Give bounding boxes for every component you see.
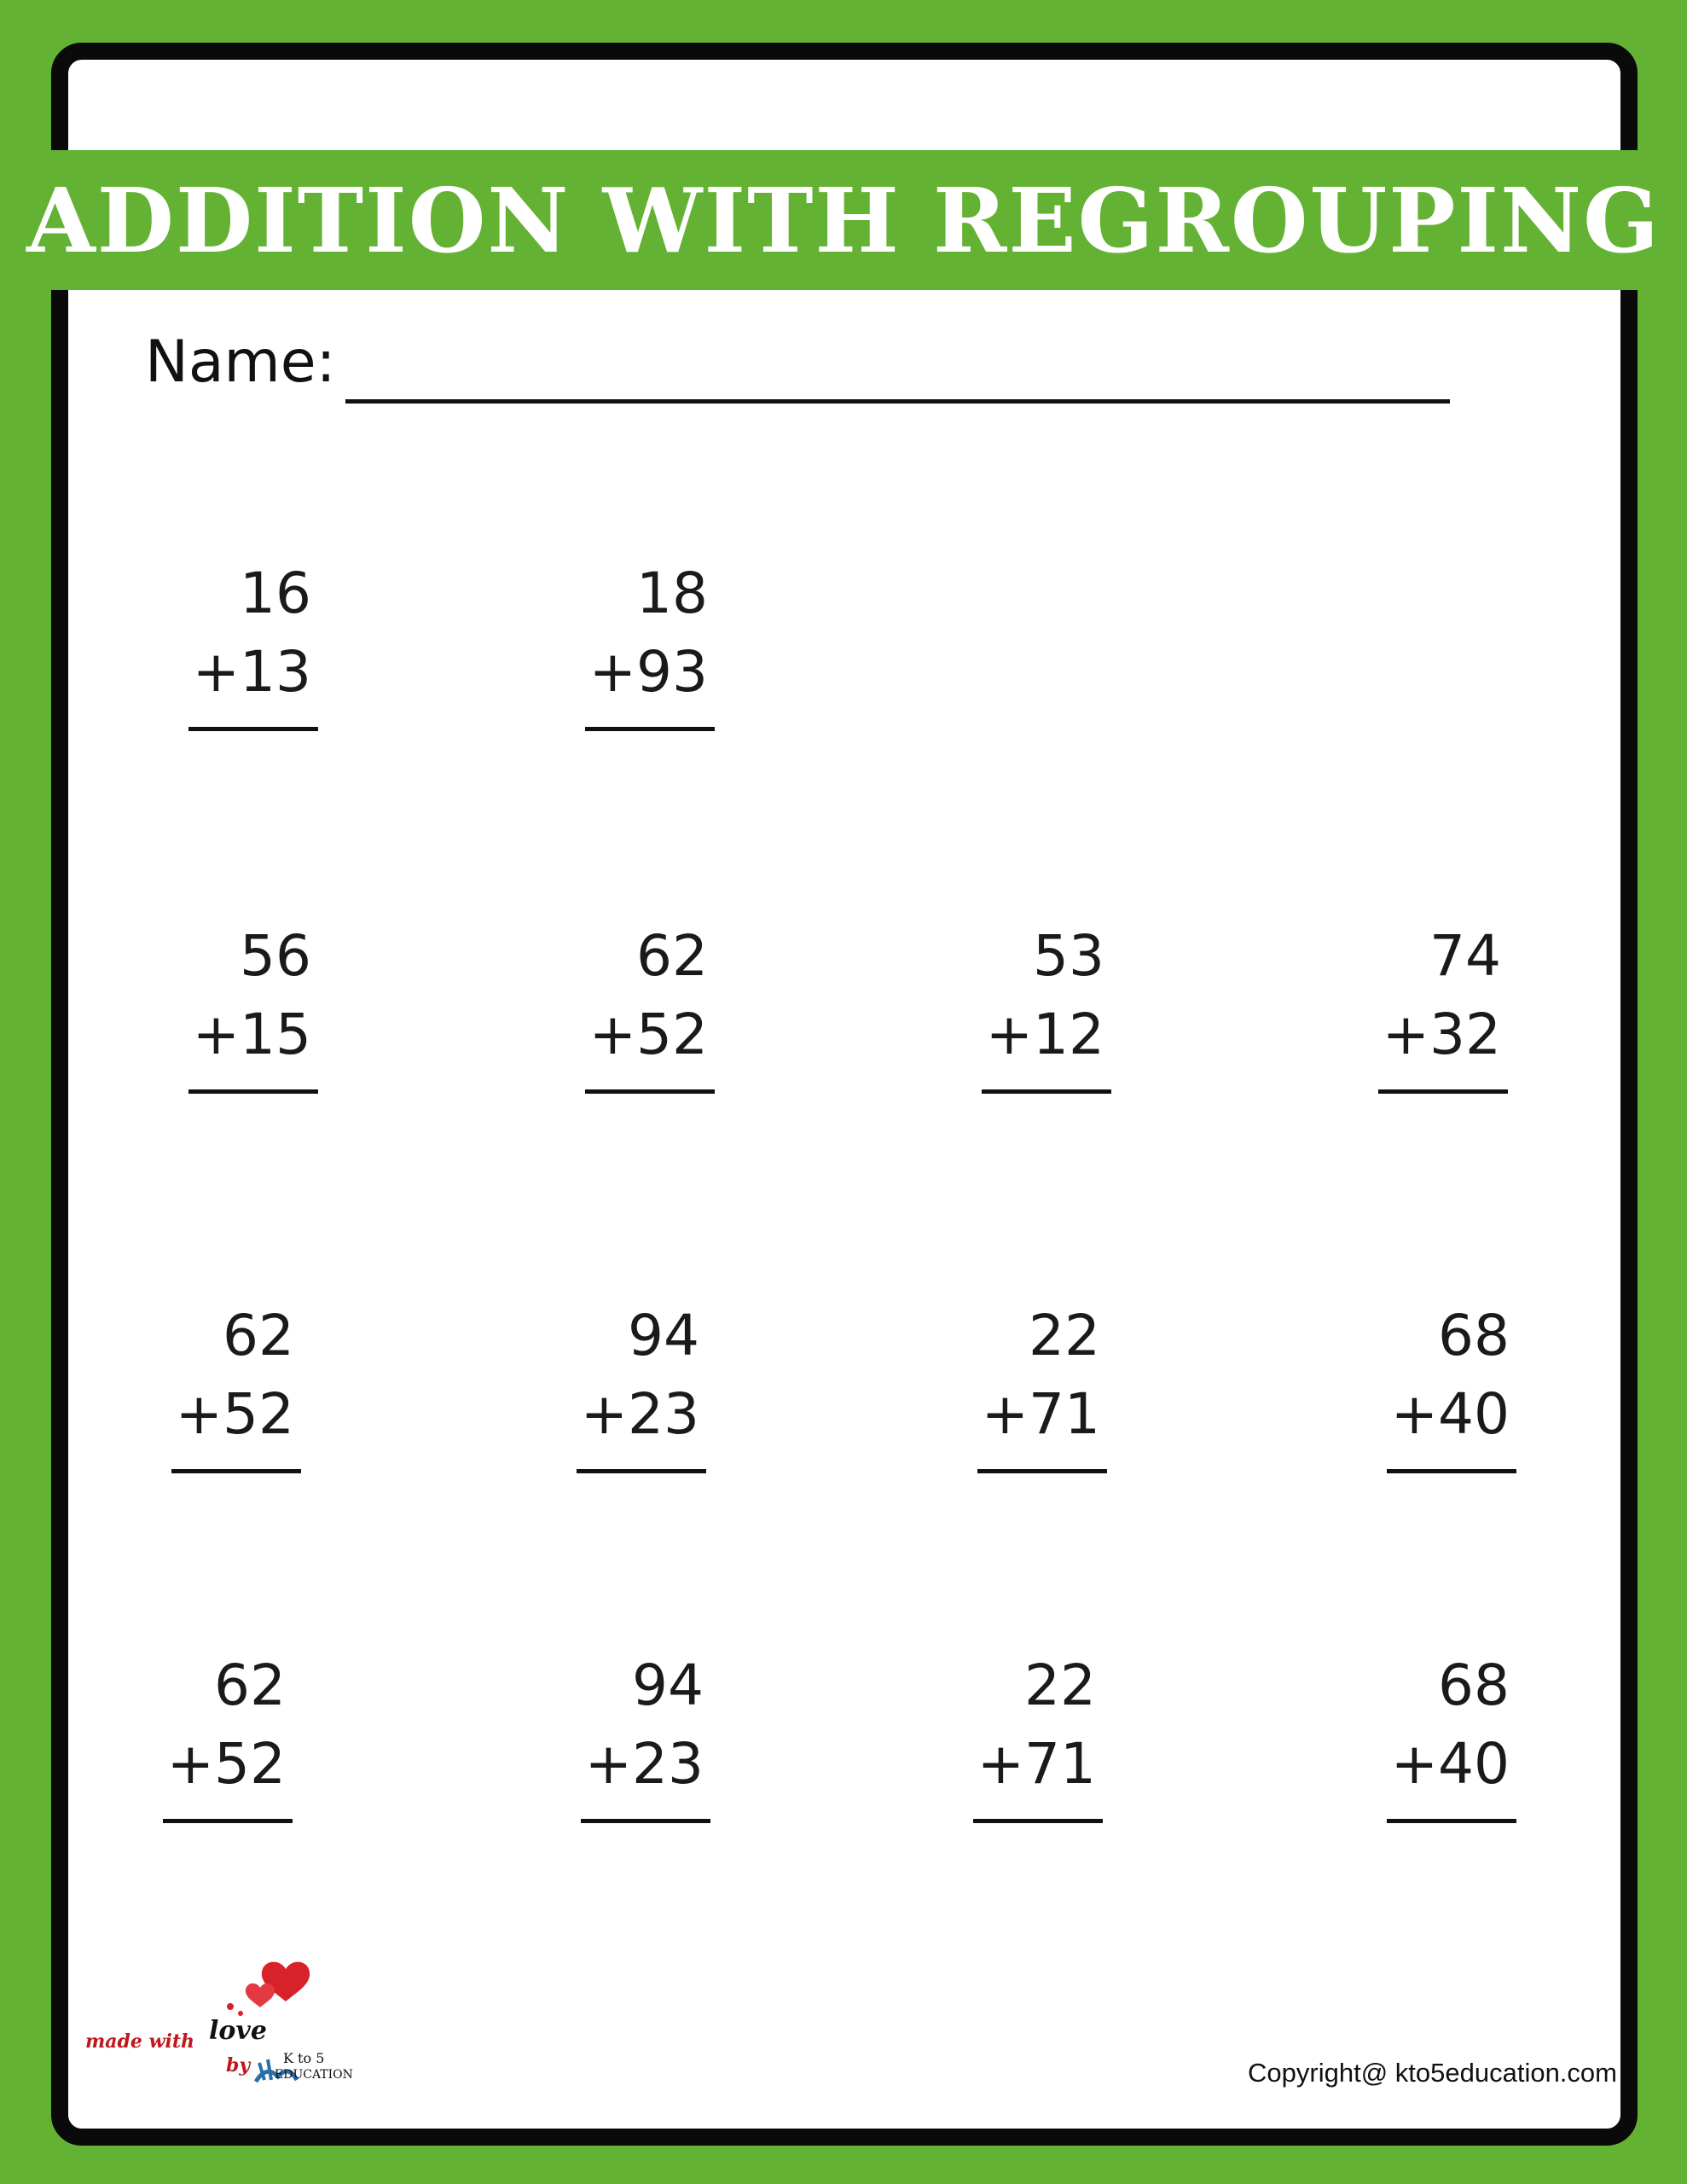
- answer-line[interactable]: [1378, 1089, 1508, 1094]
- problem-top-number: 22: [1029, 1303, 1100, 1368]
- problem-bottom-number: +40: [1390, 1731, 1510, 1797]
- problem-bottom-number: +12: [985, 1002, 1104, 1067]
- addition-problem: [141, 1297, 294, 1454]
- problem-top-number: 68: [1438, 1653, 1510, 1718]
- answer-line[interactable]: [973, 1819, 1103, 1823]
- problem-bottom-number: +71: [981, 1381, 1100, 1447]
- problem-top-number: 53: [1033, 923, 1104, 989]
- problem-top-number: 18: [636, 561, 708, 626]
- problem-top-number: 56: [240, 923, 311, 989]
- addition-problem: [951, 917, 1104, 1074]
- problem-top-number: 22: [1024, 1653, 1096, 1718]
- problem-top-number: 62: [636, 923, 708, 989]
- problem-bottom-number: +40: [1390, 1381, 1510, 1447]
- problem-top-number: 94: [628, 1303, 699, 1368]
- made-with-love-logo: [85, 1954, 375, 2099]
- problem-bottom-number: +13: [192, 639, 311, 705]
- title-banner: [26, 150, 1661, 290]
- answer-line[interactable]: [171, 1469, 301, 1473]
- problem-top-number: 62: [223, 1303, 294, 1368]
- problem-bottom-number: +23: [584, 1731, 704, 1797]
- problem-bottom-number: +52: [175, 1381, 294, 1447]
- problem-bottom-number: +52: [588, 1002, 708, 1067]
- problem-bottom-number: +93: [588, 639, 708, 705]
- name-label: Name:: [145, 328, 336, 396]
- answer-line[interactable]: [581, 1819, 710, 1823]
- problem-top-number: 16: [240, 561, 311, 626]
- problem-bottom-number: +32: [1382, 1002, 1501, 1067]
- addition-problem: [554, 917, 708, 1074]
- logo-made-with: made with: [85, 2030, 195, 2053]
- logo-by: by: [226, 2054, 251, 2077]
- answer-line[interactable]: [577, 1469, 706, 1473]
- logo-brand-top: K to 5: [283, 2050, 325, 2066]
- problem-bottom-number: +52: [166, 1731, 286, 1797]
- addition-problem: [546, 1297, 699, 1454]
- answer-line[interactable]: [1387, 1819, 1516, 1823]
- answer-line[interactable]: [977, 1469, 1107, 1473]
- addition-problem: [158, 917, 311, 1074]
- name-answer-line[interactable]: [345, 399, 1450, 404]
- heart-icon: [227, 1962, 310, 2016]
- answer-line[interactable]: [585, 727, 715, 731]
- answer-line[interactable]: [188, 727, 318, 731]
- addition-problem: [132, 1647, 286, 1804]
- problem-bottom-number: +71: [977, 1731, 1096, 1797]
- answer-line[interactable]: [585, 1089, 715, 1094]
- addition-problem: [947, 1297, 1100, 1454]
- addition-problem: [158, 555, 311, 712]
- addition-problem: [1348, 917, 1501, 1074]
- problem-bottom-number: +15: [192, 1002, 311, 1067]
- addition-problem: [554, 555, 708, 712]
- addition-problem: [1356, 1297, 1510, 1454]
- answer-line[interactable]: [188, 1089, 318, 1094]
- addition-problem: [942, 1647, 1096, 1804]
- copyright-text: Copyright@ kto5education.com: [1248, 2058, 1617, 2088]
- logo-brand-bottom: EDUCATION: [275, 2068, 353, 2082]
- logo-love: love: [209, 2016, 267, 2046]
- answer-line[interactable]: [1387, 1469, 1516, 1473]
- answer-line[interactable]: [163, 1819, 293, 1823]
- problem-bottom-number: +23: [580, 1381, 699, 1447]
- problem-top-number: 94: [632, 1653, 704, 1718]
- addition-problem: [1356, 1647, 1510, 1804]
- problem-top-number: 74: [1429, 923, 1501, 989]
- problem-top-number: 62: [214, 1653, 286, 1718]
- problem-top-number: 68: [1438, 1303, 1510, 1368]
- answer-line[interactable]: [982, 1089, 1111, 1094]
- addition-problem: [550, 1647, 704, 1804]
- worksheet-title: ADDITION WITH REGROUPING: [26, 167, 1661, 273]
